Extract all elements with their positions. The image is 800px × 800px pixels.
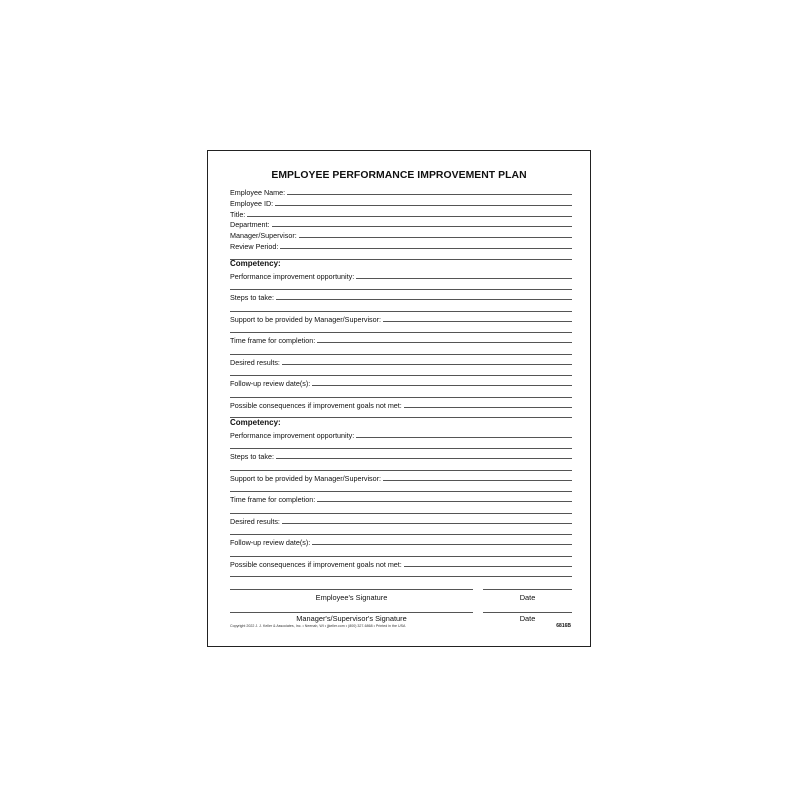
follow-up-date-field-1[interactable] xyxy=(230,376,572,387)
form-title: EMPLOYEE PERFORMANCE IMPROVEMENT PLAN xyxy=(271,170,527,181)
steps-field-2[interactable] xyxy=(230,449,572,460)
department-field[interactable] xyxy=(230,217,572,228)
fill-line xyxy=(383,321,572,322)
support-field-2[interactable] xyxy=(230,471,572,482)
fill-line xyxy=(282,364,572,365)
desired-results-field-1[interactable] xyxy=(230,355,572,366)
fill-line xyxy=(282,523,572,524)
fill-line xyxy=(299,237,572,238)
field-label: Employee ID: xyxy=(230,198,274,208)
fill-line xyxy=(404,407,572,408)
fill-line xyxy=(276,299,572,300)
field-label: Desired results: xyxy=(230,357,280,367)
manager-date-label: Date xyxy=(519,614,536,623)
employee-signature-label: Employee's Signature xyxy=(315,593,388,602)
field-label: Follow-up review date(s): xyxy=(230,537,311,547)
fill-line xyxy=(356,278,572,279)
improvement-opportunity-field-1[interactable] xyxy=(230,269,572,280)
fill-line xyxy=(317,501,572,502)
field-label: Possible consequences if improvement goals not met: xyxy=(230,559,402,569)
competency-heading-2: Competency: xyxy=(230,418,281,427)
field-label: Review Period: xyxy=(230,241,279,251)
fill-line xyxy=(276,458,572,459)
manager-signature-label: Manager's/Supervisor's Signature xyxy=(296,614,407,623)
field-label: Support to be provided by Manager/Supervisor: xyxy=(230,314,382,324)
field-label: Desired results: xyxy=(230,516,280,526)
fill-line xyxy=(312,544,572,545)
fill-line xyxy=(280,248,572,249)
fill-line xyxy=(404,566,572,567)
review-period-field[interactable] xyxy=(230,239,572,250)
desired-results-field-2[interactable] xyxy=(230,514,572,525)
field-label: Steps to take: xyxy=(230,292,274,302)
field-label: Time frame for completion: xyxy=(230,494,316,504)
consequences-field-1[interactable] xyxy=(230,398,572,409)
consequences-field-2[interactable] xyxy=(230,557,572,568)
copyright-footer: Copyright 2022 J. J. Keller & Associates, Inc. • Neenah, WI • jjkeller.com • (800) 327-6868 • Printed in the USA xyxy=(230,624,406,628)
support-field-1[interactable] xyxy=(230,312,572,323)
field-label: Support to be provided by Manager/Supervisor: xyxy=(230,473,382,483)
fill-line xyxy=(275,205,572,206)
employee-date-label: Date xyxy=(519,593,536,602)
time-frame-field-1[interactable] xyxy=(230,333,572,344)
form-code: 6816B xyxy=(556,623,571,629)
employee-signature-line[interactable] xyxy=(230,589,473,590)
time-frame-field-2[interactable] xyxy=(230,492,572,503)
improvement-opportunity-field-2[interactable] xyxy=(230,428,572,439)
field-label: Performance improvement opportunity: xyxy=(230,430,355,440)
field-label: Performance improvement opportunity: xyxy=(230,271,355,281)
field-label: Department: xyxy=(230,219,270,229)
follow-up-date-field-2[interactable] xyxy=(230,535,572,546)
employee-name-field[interactable] xyxy=(230,185,572,196)
manager-signature-line[interactable] xyxy=(230,612,473,613)
blank-line[interactable] xyxy=(230,576,572,577)
field-label: Time frame for completion: xyxy=(230,335,316,345)
competency-heading-1: Competency: xyxy=(230,259,281,268)
fill-line xyxy=(272,226,572,227)
blank-line[interactable] xyxy=(230,259,572,260)
field-label: Title: xyxy=(230,209,246,219)
fill-line xyxy=(312,385,572,386)
fill-line xyxy=(287,194,572,195)
field-label: Steps to take: xyxy=(230,451,274,461)
field-label: Possible consequences if improvement goals not met: xyxy=(230,400,402,410)
employee-id-field[interactable] xyxy=(230,196,572,207)
form-sheet xyxy=(207,150,591,647)
employee-date-line[interactable] xyxy=(483,589,572,590)
manager-supervisor-field[interactable] xyxy=(230,228,572,239)
field-label: Manager/Supervisor: xyxy=(230,230,297,240)
fill-line xyxy=(383,480,572,481)
field-label: Follow-up review date(s): xyxy=(230,378,311,388)
manager-date-line[interactable] xyxy=(483,612,572,613)
field-label: Employee Name: xyxy=(230,187,286,197)
fill-line xyxy=(317,342,572,343)
fill-line xyxy=(356,437,572,438)
blank-line[interactable] xyxy=(230,417,572,418)
steps-field-1[interactable] xyxy=(230,290,572,301)
